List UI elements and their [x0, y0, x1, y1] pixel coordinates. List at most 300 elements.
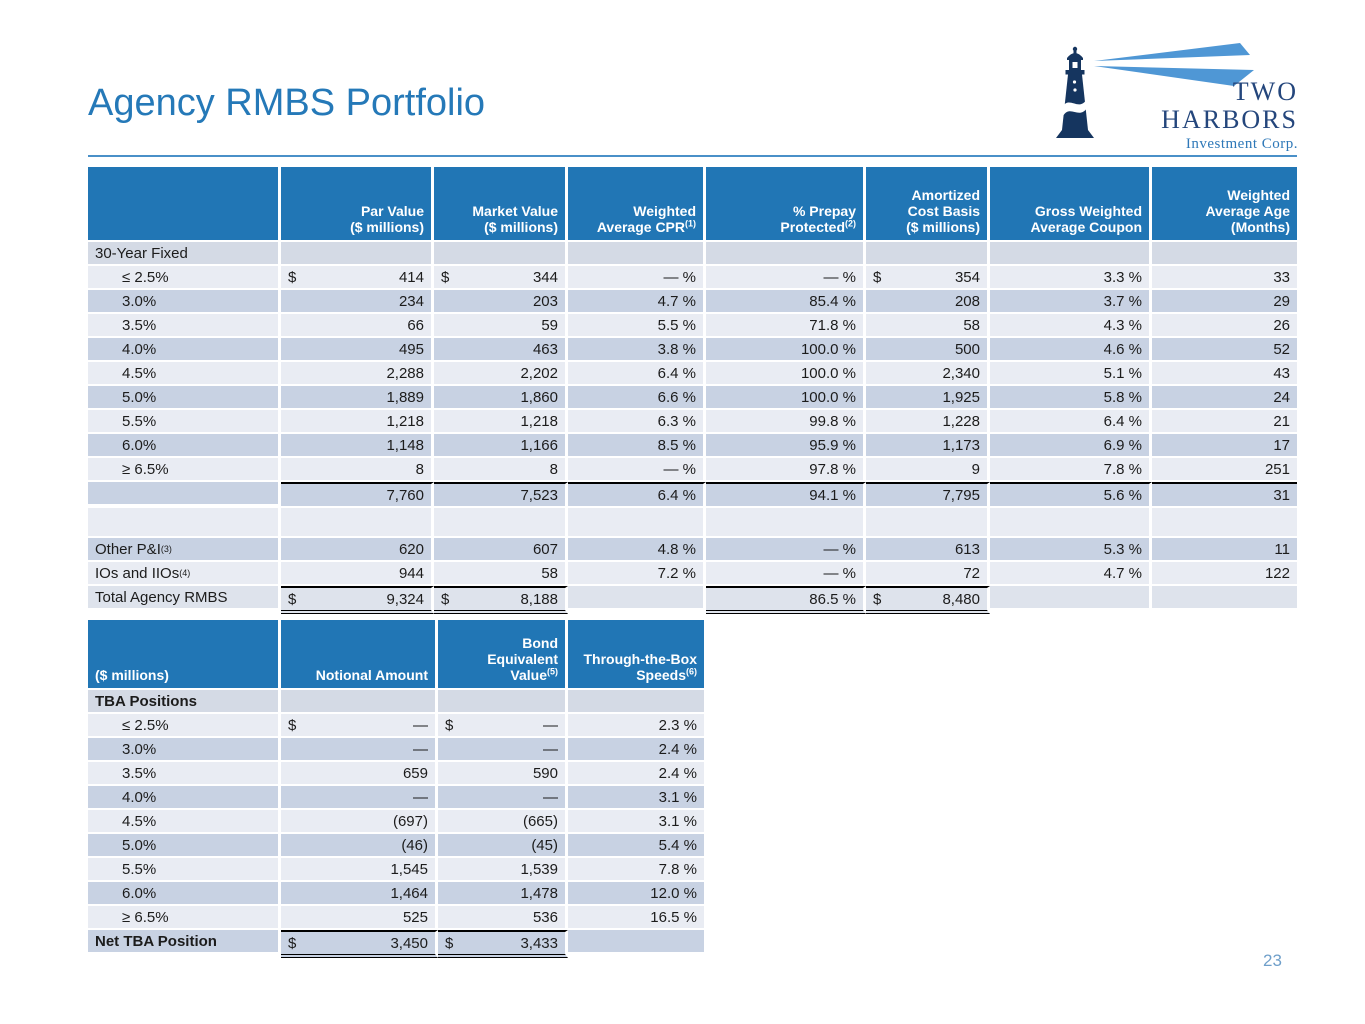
logo-company-name: TWO HARBORS — [1161, 77, 1298, 134]
cell-value: 3.1 % — [658, 812, 697, 830]
cell-value: 5.6 % — [1103, 486, 1142, 504]
cell-value: 99.8 % — [809, 412, 856, 430]
table-cell — [438, 738, 568, 762]
cell-value: 2.4 % — [658, 740, 697, 758]
row-label: 3.0% — [88, 738, 281, 762]
cell-value: 2.4 % — [658, 764, 697, 782]
table-cell — [866, 362, 990, 386]
cell-value: — % — [823, 268, 856, 286]
cell-value: — — [543, 788, 558, 806]
column-header: Amortized Cost Basis ($ millions) — [866, 167, 990, 242]
table-cell — [281, 690, 438, 714]
cell-value: 1,148 — [386, 436, 424, 454]
currency-symbol: $ — [445, 716, 454, 734]
table-cell — [866, 290, 990, 314]
cell-value: 2,202 — [520, 364, 558, 382]
table-cell — [281, 290, 434, 314]
table-cell — [438, 882, 568, 906]
table-row — [88, 762, 704, 786]
cell-value: 8.5 % — [657, 436, 696, 454]
table-cell — [281, 362, 434, 386]
cell-value: 58 — [541, 564, 558, 582]
section-row — [88, 690, 704, 714]
cell-value: 607 — [532, 540, 558, 558]
column-header: Through-the-Box Speeds$^{(6)}$ — [568, 620, 704, 690]
logo-subtitle: Investment Corp. — [1185, 136, 1298, 152]
cell-value: 590 — [532, 764, 558, 782]
table-cell — [990, 338, 1152, 362]
table-cell — [568, 434, 706, 458]
page-title: Agency RMBS Portfolio — [88, 82, 486, 124]
table-row — [88, 482, 1297, 508]
cell-value: 234 — [398, 292, 424, 310]
table-cell — [281, 714, 438, 738]
table-cell — [281, 738, 438, 762]
column-header: Weighted Average CPR$^{(1)}$ — [568, 167, 706, 242]
table-row — [88, 266, 1297, 290]
table-cell — [1152, 266, 1297, 290]
table-cell — [866, 314, 990, 338]
cell-value: — — [543, 716, 558, 734]
tba-positions-table — [88, 620, 704, 958]
table-cell — [706, 362, 866, 386]
cell-value: — — [543, 740, 558, 758]
table-cell — [1152, 290, 1297, 314]
row-label: IOs and IIOs (4) — [88, 562, 281, 586]
currency-symbol: $ — [288, 716, 297, 734]
cell-value: 6.4 % — [657, 364, 696, 382]
cell-value: 8 — [415, 460, 424, 478]
cell-value: 414 — [398, 268, 424, 286]
cell-value: 495 — [398, 340, 424, 358]
table-cell — [568, 882, 704, 906]
table-cell — [568, 690, 704, 714]
table-cell — [706, 538, 866, 562]
table-row — [88, 738, 704, 762]
cell-value: 43 — [1273, 364, 1290, 382]
table-row — [88, 434, 1297, 458]
cell-value: 95.9 % — [809, 436, 856, 454]
row-label: 6.0% — [88, 882, 281, 906]
table-cell — [568, 458, 706, 482]
table-cell — [866, 338, 990, 362]
table-row — [88, 386, 1297, 410]
cell-value: 6.3 % — [657, 412, 696, 430]
table-cell — [434, 266, 568, 290]
table-cell — [438, 714, 568, 738]
table-cell — [568, 242, 706, 266]
table-cell — [990, 562, 1152, 586]
table-row — [88, 410, 1297, 434]
cell-value: (665) — [522, 812, 558, 830]
row-label: 30-Year Fixed — [88, 242, 281, 266]
two-harbors-logo — [1048, 42, 1300, 152]
cell-value: 3.1 % — [658, 788, 697, 806]
column-header: Par Value ($ millions) — [281, 167, 434, 242]
cell-value: 86.5 % — [809, 590, 856, 608]
cell-value: 4.7 % — [657, 292, 696, 310]
table-cell — [706, 386, 866, 410]
table-cell — [990, 508, 1152, 538]
row-label: Net TBA Position — [88, 930, 281, 954]
cell-value: 72 — [963, 564, 980, 582]
cell-value: 6.9 % — [1103, 436, 1142, 454]
table-row — [88, 538, 1297, 562]
currency-symbol: $ — [445, 934, 454, 952]
table-row — [88, 906, 704, 930]
table-cell — [568, 314, 706, 338]
table-cell — [866, 434, 990, 458]
table-cell — [434, 458, 568, 482]
cell-value: 251 — [1264, 460, 1290, 478]
table-cell — [706, 434, 866, 458]
table-row — [88, 508, 1297, 538]
table-cell — [434, 338, 568, 362]
cell-value: (697) — [392, 812, 428, 830]
table-cell — [434, 482, 568, 508]
table-cell — [1152, 458, 1297, 482]
cell-value: 9,324 — [386, 590, 424, 608]
cell-value: 9 — [971, 460, 980, 478]
section-row — [88, 242, 1297, 266]
cell-value: 3.8 % — [657, 340, 696, 358]
cell-value: 8,480 — [942, 590, 980, 608]
table-cell — [281, 810, 438, 834]
cell-value: 12.0 % — [650, 884, 697, 902]
cell-value: — — [413, 716, 428, 734]
row-label — [88, 482, 281, 506]
table-row — [88, 562, 1297, 586]
row-label: Other P&I (3) — [88, 538, 281, 562]
table-cell — [990, 362, 1152, 386]
table-row — [88, 882, 704, 906]
cell-value: — % — [663, 268, 696, 286]
table-cell — [568, 266, 706, 290]
currency-symbol: $ — [873, 590, 882, 608]
page-number: 23 — [1263, 951, 1282, 970]
table-cell — [434, 314, 568, 338]
column-header — [88, 167, 281, 242]
cell-value: 21 — [1273, 412, 1290, 430]
cell-value: 2.3 % — [658, 716, 697, 734]
table-cell — [1152, 434, 1297, 458]
cell-value: 31 — [1273, 486, 1290, 504]
table-cell — [1152, 586, 1297, 610]
cell-value: 8,188 — [520, 590, 558, 608]
table-cell — [568, 586, 706, 610]
row-label: 3.0% — [88, 290, 281, 314]
cell-value: 208 — [954, 292, 980, 310]
cell-value: 66 — [407, 316, 424, 334]
cell-value: 29 — [1273, 292, 1290, 310]
table-cell — [281, 458, 434, 482]
cell-value: 500 — [954, 340, 980, 358]
table-cell — [438, 786, 568, 810]
cell-value: 5.1 % — [1103, 364, 1142, 382]
table-cell — [1152, 562, 1297, 586]
cell-value: 3.7 % — [1103, 292, 1142, 310]
cell-value: (45) — [531, 836, 558, 854]
cell-value: 7,760 — [386, 486, 424, 504]
table-cell — [568, 482, 706, 508]
row-label: 4.0% — [88, 786, 281, 810]
cell-value: 59 — [541, 316, 558, 334]
table-cell — [990, 434, 1152, 458]
cell-value: 613 — [954, 540, 980, 558]
table-cell — [568, 386, 706, 410]
row-label: 3.5% — [88, 314, 281, 338]
table-row — [88, 810, 704, 834]
table-cell — [990, 538, 1152, 562]
table-row — [88, 314, 1297, 338]
table-cell — [706, 562, 866, 586]
cell-value: 344 — [532, 268, 558, 286]
table-row — [88, 338, 1297, 362]
row-label — [88, 508, 281, 538]
table-cell — [568, 738, 704, 762]
table-cell — [706, 482, 866, 508]
cell-value: 4.3 % — [1103, 316, 1142, 334]
table-cell — [1152, 482, 1297, 508]
table-cell — [866, 242, 990, 266]
row-label: 5.0% — [88, 386, 281, 410]
table-row — [88, 290, 1297, 314]
table-cell — [866, 562, 990, 586]
table-cell — [568, 762, 704, 786]
table-cell — [1152, 314, 1297, 338]
table-cell — [990, 458, 1152, 482]
table-row — [88, 458, 1297, 482]
table-cell — [434, 434, 568, 458]
table-cell — [706, 410, 866, 434]
cell-value: 97.8 % — [809, 460, 856, 478]
row-label: 5.0% — [88, 834, 281, 858]
table-cell — [438, 930, 568, 958]
cell-value: 8 — [549, 460, 558, 478]
cell-value: — % — [823, 564, 856, 582]
table-cell — [990, 586, 1152, 610]
table-cell — [866, 538, 990, 562]
table-cell — [438, 690, 568, 714]
cell-value: 5.5 % — [657, 316, 696, 334]
cell-value: 6.4 % — [657, 486, 696, 504]
table-cell — [438, 906, 568, 930]
table-cell — [706, 338, 866, 362]
cell-value: 2,288 — [386, 364, 424, 382]
row-label: 5.5% — [88, 858, 281, 882]
column-header: Weighted Average Age (Months) — [1152, 167, 1297, 242]
light-beam-upper — [1094, 43, 1250, 61]
cell-value: 4.6 % — [1103, 340, 1142, 358]
table-cell — [866, 458, 990, 482]
table-cell — [568, 714, 704, 738]
cell-value: 354 — [954, 268, 980, 286]
table-cell — [990, 242, 1152, 266]
cell-value: 1,173 — [942, 436, 980, 454]
cell-value: 17 — [1273, 436, 1290, 454]
table-row — [88, 834, 704, 858]
table-cell — [568, 810, 704, 834]
cell-value: — — [413, 740, 428, 758]
row-label: 6.0% — [88, 434, 281, 458]
total-row — [88, 586, 1297, 614]
cell-value: 536 — [532, 908, 558, 926]
table-cell — [281, 410, 434, 434]
cell-value: 1,218 — [520, 412, 558, 430]
cell-value: 7.2 % — [657, 564, 696, 582]
table-cell — [438, 858, 568, 882]
cell-value: 4.7 % — [1103, 564, 1142, 582]
table-cell — [990, 482, 1152, 508]
footnote-marker: (5) — [547, 666, 558, 677]
row-label: ≤ 2.5% — [88, 714, 281, 738]
table-cell — [866, 410, 990, 434]
currency-symbol: $ — [441, 268, 450, 286]
table-header-row — [88, 620, 704, 690]
cell-value: 85.4 % — [809, 292, 856, 310]
column-header: Bond Equivalent Value$^{(5)}$ — [438, 620, 568, 690]
cell-value: 26 — [1273, 316, 1290, 334]
table-cell — [438, 762, 568, 786]
table-cell — [706, 586, 866, 614]
table-row — [88, 786, 704, 810]
cell-value: 58 — [963, 316, 980, 334]
cell-value: 16.5 % — [650, 908, 697, 926]
table-cell — [706, 314, 866, 338]
cell-value: — % — [823, 540, 856, 558]
cell-value: 1,539 — [520, 860, 558, 878]
table-cell — [281, 482, 434, 508]
table-cell — [434, 386, 568, 410]
table-cell — [281, 386, 434, 410]
cell-value: 5.4 % — [658, 836, 697, 854]
table-cell — [990, 266, 1152, 290]
row-label: 4.5% — [88, 362, 281, 386]
currency-symbol: $ — [873, 268, 882, 286]
table-cell — [438, 810, 568, 834]
table-cell — [568, 290, 706, 314]
table-cell — [568, 786, 704, 810]
cell-value: 1,464 — [390, 884, 428, 902]
table-cell — [1152, 508, 1297, 538]
agency-rmbs-table — [88, 167, 1297, 614]
row-label: ≥ 6.5% — [88, 906, 281, 930]
table-row — [88, 362, 1297, 386]
footnote-marker: (6) — [686, 666, 697, 677]
table-cell — [281, 242, 434, 266]
table-cell — [990, 314, 1152, 338]
cell-value: 1,545 — [390, 860, 428, 878]
cell-value: 1,166 — [520, 436, 558, 454]
table-cell — [434, 410, 568, 434]
cell-value: 659 — [402, 764, 428, 782]
row-label: ≥ 6.5% — [88, 458, 281, 482]
row-label: 5.5% — [88, 410, 281, 434]
cell-value: 122 — [1264, 564, 1290, 582]
currency-symbol: $ — [441, 590, 450, 608]
row-label: TBA Positions — [88, 690, 281, 714]
table-cell — [706, 458, 866, 482]
table-cell — [866, 386, 990, 410]
cell-value: 7.8 % — [1103, 460, 1142, 478]
cell-value: 5.8 % — [1103, 388, 1142, 406]
table-cell — [706, 266, 866, 290]
table-cell — [281, 858, 438, 882]
table-cell — [281, 834, 438, 858]
table-cell — [1152, 362, 1297, 386]
table-cell — [281, 538, 434, 562]
cell-value: 1,860 — [520, 388, 558, 406]
table-cell — [281, 906, 438, 930]
footnote-marker: (2) — [845, 218, 856, 229]
cell-value: 3,450 — [390, 934, 428, 952]
table-cell — [1152, 410, 1297, 434]
currency-symbol: $ — [288, 590, 297, 608]
table-cell — [568, 834, 704, 858]
table-cell — [434, 508, 568, 538]
table-cell — [1152, 338, 1297, 362]
cell-value: 100.0 % — [800, 388, 856, 406]
table-cell — [568, 508, 706, 538]
cell-value: 7,523 — [520, 486, 558, 504]
column-header: ($ millions) — [88, 620, 281, 690]
table-cell — [568, 338, 706, 362]
title-divider — [88, 155, 1297, 157]
row-label: Total Agency RMBS — [88, 586, 281, 610]
table-cell — [281, 882, 438, 906]
table-cell — [434, 362, 568, 386]
table-cell — [706, 290, 866, 314]
cell-value: 7.8 % — [658, 860, 697, 878]
footnote-marker: (1) — [685, 218, 696, 229]
row-label: 3.5% — [88, 762, 281, 786]
table-cell — [281, 434, 434, 458]
table-cell — [281, 562, 434, 586]
column-header: Gross Weighted Average Coupon — [990, 167, 1152, 242]
table-cell — [1152, 538, 1297, 562]
cell-value: 3,433 — [520, 934, 558, 952]
table-cell — [1152, 242, 1297, 266]
cell-value: 6.4 % — [1103, 412, 1142, 430]
table-cell — [281, 266, 434, 290]
cell-value: 33 — [1273, 268, 1290, 286]
table-cell — [1152, 386, 1297, 410]
table-cell — [706, 242, 866, 266]
table-cell — [990, 410, 1152, 434]
table-row — [88, 714, 704, 738]
cell-value: 1,925 — [942, 388, 980, 406]
table-cell — [706, 508, 866, 538]
cell-value: 71.8 % — [809, 316, 856, 334]
cell-value: 5.3 % — [1103, 540, 1142, 558]
cell-value: 1,228 — [942, 412, 980, 430]
currency-symbol: $ — [288, 934, 297, 952]
table-cell — [866, 482, 990, 508]
table-cell — [568, 362, 706, 386]
table-cell — [434, 242, 568, 266]
table-cell — [568, 562, 706, 586]
table-cell — [281, 930, 438, 958]
table-cell — [434, 538, 568, 562]
cell-value: 6.6 % — [657, 388, 696, 406]
table-cell — [434, 562, 568, 586]
currency-symbol: $ — [288, 268, 297, 286]
cell-value: (46) — [401, 836, 428, 854]
table-cell — [568, 930, 704, 954]
lighthouse-tower — [1056, 47, 1094, 138]
table-cell — [281, 786, 438, 810]
cell-value: 944 — [398, 564, 424, 582]
